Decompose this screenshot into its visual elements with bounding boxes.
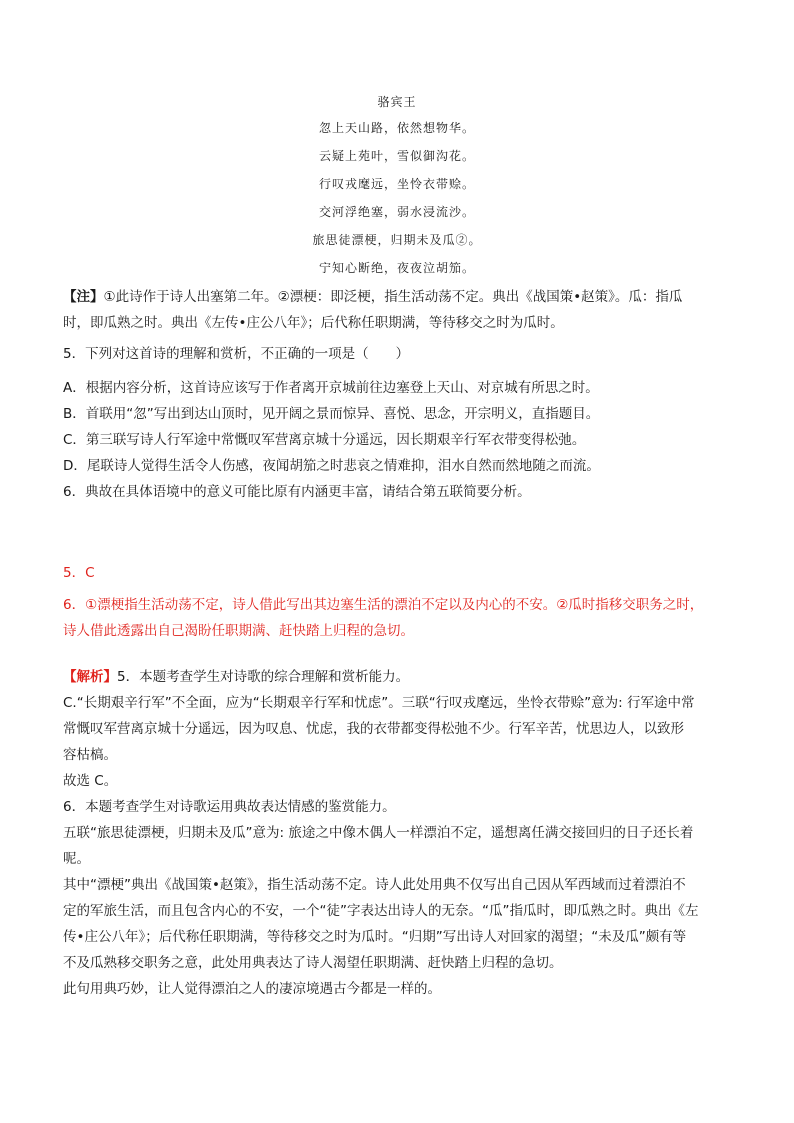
answers <box>63 560 733 644</box>
analysis-line: 此句用典巧妙，让人觉得漂泊之人的凄凉境遇古今都是一样的。 <box>63 981 441 997</box>
question-5: 5．下列对这首诗的理解和赏析，不正确的一项是（ ） <box>63 346 410 362</box>
note-line-2: 时，即瓜熟之时。典出《左传•庄公八年》；后代称任职期满，等待移交之时为瓜时。 <box>63 315 564 331</box>
note <box>63 284 733 336</box>
options <box>63 375 733 505</box>
option-a: A．根据内容分析，这首诗应该写于作者离开京城前往边塞登上天山、对京城有所思之时。 <box>63 380 599 396</box>
analysis-line: 五联“旅思徒漂梗，归期未及瓜”意为: 旅途之中像木偶人一样漂泊不定，遥想离任满交接回归的日子还长着 <box>63 825 694 841</box>
poem-line: 交河浮绝塞，弱水浸流沙。 <box>318 205 475 219</box>
question-6: 6．典故在具体语境中的意义可能比原有内涵更丰富，请结合第五联简要分析。 <box>63 484 531 500</box>
poem-line: 行叹戎麾远，坐怜衣带赊。 <box>318 177 475 191</box>
analysis-line: 传•庄公八年》；后代称任职期满，等待移交之时为瓜时。“归期”写出诗人对回家的渴望；“未及瓜”颇有等 <box>63 929 687 945</box>
analysis-line: 其中“漂梗”典出《战国策•赵策》，指生活动荡不定。诗人此处用典不仅写出自己因从军西域而过着漂泊不 <box>63 877 686 893</box>
analysis-line: 容枯槁。 <box>63 747 117 763</box>
answer-5: 5．C <box>63 565 95 581</box>
analysis-line: C.“长期艰辛行军”不全面，应为“长期艰辛行军和忧虑”。三联“行叹戎麾远，坐怜衣带赊”意为: 行军途中常 <box>63 695 695 711</box>
poem-line: 忽上天山路，依然想物华。 <box>318 121 475 135</box>
poem-author: 骆宾王 <box>377 95 417 109</box>
answer-6-line: 6．①漂梗指生活动荡不定，诗人借此写出其边塞生活的漂泊不定以及内心的不安。②瓜时指移交职务之时， <box>63 597 704 613</box>
analysis-line: 呢。 <box>63 851 90 867</box>
poem-line: 宁知心断绝，夜夜泣胡笳。 <box>318 261 475 275</box>
option-c: C．第三联写诗人行军途中常慨叹军营离京城十分遥远，因长期艰辛行军衣带变得松弛。 <box>63 432 586 448</box>
analysis-line: 故选 C。 <box>63 773 118 789</box>
answer-6-line: 诗人借此透露出自己渴盼任职期满、赶快踏上归程的急切。 <box>63 623 414 639</box>
analysis-line: 不及瓜熟移交职务之意，此处用典表达了诗人渴望任职期满、赶快踏上归程的急切。 <box>63 955 563 971</box>
note-line-1: 【注】①此诗作于诗人出塞第二年。②漂梗：即泛梗，指生活动荡不定。典出《战国策•赵策》。瓜：指瓜 <box>63 289 683 305</box>
poem-line: 旅思徒漂梗，归期未及瓜②。 <box>312 233 482 247</box>
questions <box>63 341 733 367</box>
note-label: 【注】 <box>63 289 104 305</box>
analysis-label: 【解析】 <box>63 669 117 685</box>
poem-line: 云疑上苑叶，雪似御沟花。 <box>318 149 475 163</box>
analysis-line: 常慨叹军营离京城十分遥远，因为叹息、忧虑，我的衣带都变得松弛不少。行军辛苦，忧思边人，以致形 <box>63 721 684 737</box>
analysis-line: 6．本题考查学生对诗歌运用典故表达情感的鉴赏能力。 <box>63 799 396 815</box>
analysis-line: 定的军旅生活，而且包含内心的不安，一个“徒”字表达出诗人的无奈。“瓜”指瓜时，即瓜熟之时。典出《左 <box>63 903 699 919</box>
option-b: B．首联用“忽”写出到达山顶时，见开阔之景而惊异、喜悦、思念，开宗明义，直指题目。 <box>63 406 600 422</box>
analysis <box>63 664 733 1002</box>
option-d: D．尾联诗人觉得生活令人伤感，夜闻胡笳之时悲哀之情难抑，泪水自然而然地随之而流。 <box>63 458 600 474</box>
analysis-first-line: 【解析】5．本题考查学生对诗歌的综合理解和赏析能力。 <box>63 669 410 685</box>
